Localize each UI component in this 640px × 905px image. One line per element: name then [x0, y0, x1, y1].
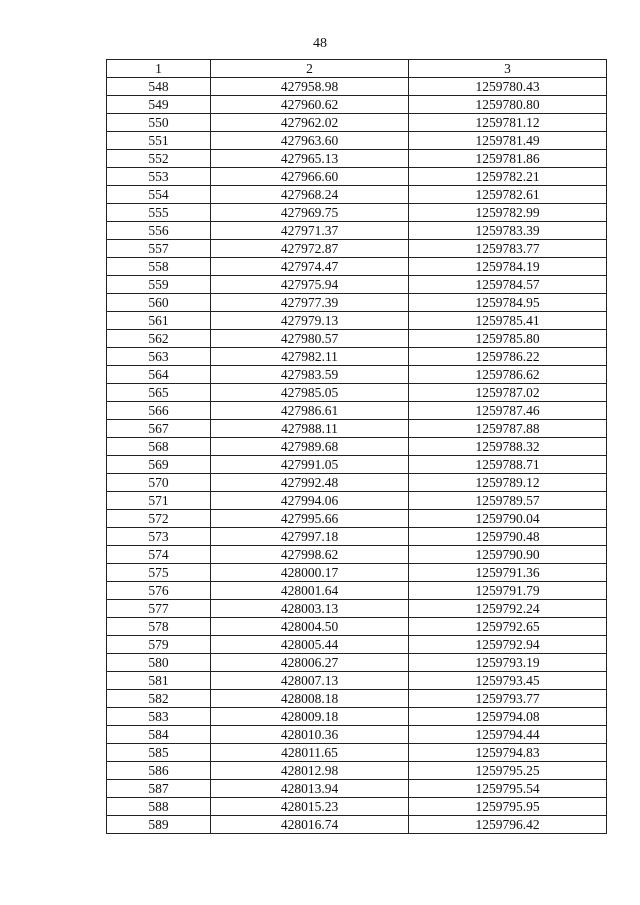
- x-coordinate-cell: 427962.02: [211, 114, 409, 132]
- point-number-cell: 565: [107, 384, 211, 402]
- y-coordinate-cell: 1259791.79: [409, 582, 607, 600]
- x-coordinate-cell: 428007.13: [211, 672, 409, 690]
- x-coordinate-cell: 427983.59: [211, 366, 409, 384]
- table-row: [107, 798, 607, 816]
- y-coordinate-cell: 1259792.65: [409, 618, 607, 636]
- point-number-cell: 582: [107, 690, 211, 708]
- table-row: [107, 726, 607, 744]
- y-coordinate-cell: 1259784.95: [409, 294, 607, 312]
- x-coordinate-cell: 428004.50: [211, 618, 409, 636]
- table-row: [107, 78, 607, 96]
- y-coordinate-cell: 1259794.83: [409, 744, 607, 762]
- x-coordinate-cell: 427992.48: [211, 474, 409, 492]
- point-number-cell: 587: [107, 780, 211, 798]
- x-coordinate-cell: 427985.05: [211, 384, 409, 402]
- point-number-cell: 581: [107, 672, 211, 690]
- table-row: [107, 276, 607, 294]
- point-number-cell: 566: [107, 402, 211, 420]
- x-coordinate-cell: 427963.60: [211, 132, 409, 150]
- table-row: [107, 816, 607, 834]
- x-coordinate-cell: 427991.05: [211, 456, 409, 474]
- point-number-cell: 567: [107, 420, 211, 438]
- table-row: [107, 510, 607, 528]
- y-coordinate-cell: 1259793.19: [409, 654, 607, 672]
- point-number-cell: 549: [107, 96, 211, 114]
- x-coordinate-cell: 428015.23: [211, 798, 409, 816]
- y-coordinate-cell: 1259793.77: [409, 690, 607, 708]
- x-coordinate-cell: 427974.47: [211, 258, 409, 276]
- y-coordinate-cell: 1259789.12: [409, 474, 607, 492]
- y-coordinate-cell: 1259792.24: [409, 600, 607, 618]
- y-coordinate-cell: 1259788.71: [409, 456, 607, 474]
- y-coordinate-cell: 1259785.41: [409, 312, 607, 330]
- x-coordinate-cell: 428012.98: [211, 762, 409, 780]
- y-coordinate-cell: 1259790.04: [409, 510, 607, 528]
- y-coordinate-cell: 1259784.57: [409, 276, 607, 294]
- x-coordinate-cell: 427997.18: [211, 528, 409, 546]
- table-row: [107, 294, 607, 312]
- x-coordinate-cell: 427986.61: [211, 402, 409, 420]
- table-row: [107, 492, 607, 510]
- x-coordinate-cell: 427966.60: [211, 168, 409, 186]
- x-coordinate-cell: 427995.66: [211, 510, 409, 528]
- table-row: [107, 132, 607, 150]
- point-number-cell: 571: [107, 492, 211, 510]
- y-coordinate-cell: 1259791.36: [409, 564, 607, 582]
- table-row: [107, 780, 607, 798]
- table-row: [107, 366, 607, 384]
- point-number-cell: 552: [107, 150, 211, 168]
- y-coordinate-cell: 1259795.95: [409, 798, 607, 816]
- y-coordinate-cell: 1259786.62: [409, 366, 607, 384]
- table-row: [107, 672, 607, 690]
- table-row: [107, 258, 607, 276]
- point-number-cell: 560: [107, 294, 211, 312]
- point-number-cell: 559: [107, 276, 211, 294]
- table-body: [107, 78, 607, 834]
- y-coordinate-cell: 1259781.49: [409, 132, 607, 150]
- table-row: [107, 222, 607, 240]
- x-coordinate-cell: 428016.74: [211, 816, 409, 834]
- y-coordinate-cell: 1259783.39: [409, 222, 607, 240]
- y-coordinate-cell: 1259788.32: [409, 438, 607, 456]
- y-coordinate-cell: 1259796.42: [409, 816, 607, 834]
- x-coordinate-cell: 427977.39: [211, 294, 409, 312]
- x-coordinate-cell: 427975.94: [211, 276, 409, 294]
- y-coordinate-cell: 1259783.77: [409, 240, 607, 258]
- point-number-cell: 588: [107, 798, 211, 816]
- table-row: [107, 636, 607, 654]
- table-row: [107, 708, 607, 726]
- point-number-cell: 574: [107, 546, 211, 564]
- point-number-cell: 572: [107, 510, 211, 528]
- table-row: [107, 546, 607, 564]
- y-coordinate-cell: 1259790.48: [409, 528, 607, 546]
- y-coordinate-cell: 1259792.94: [409, 636, 607, 654]
- y-coordinate-cell: 1259787.02: [409, 384, 607, 402]
- x-coordinate-cell: 428010.36: [211, 726, 409, 744]
- x-coordinate-cell: 427988.11: [211, 420, 409, 438]
- point-number-cell: 563: [107, 348, 211, 366]
- point-number-cell: 589: [107, 816, 211, 834]
- table-row: [107, 168, 607, 186]
- y-coordinate-cell: 1259781.12: [409, 114, 607, 132]
- column-header: 1: [107, 60, 211, 78]
- table-row: [107, 564, 607, 582]
- y-coordinate-cell: 1259785.80: [409, 330, 607, 348]
- point-number-cell: 557: [107, 240, 211, 258]
- column-header: 3: [409, 60, 607, 78]
- y-coordinate-cell: 1259784.19: [409, 258, 607, 276]
- x-coordinate-cell: 427980.57: [211, 330, 409, 348]
- y-coordinate-cell: 1259794.08: [409, 708, 607, 726]
- point-number-cell: 570: [107, 474, 211, 492]
- table-header-row: [107, 60, 607, 78]
- x-coordinate-cell: 427994.06: [211, 492, 409, 510]
- x-coordinate-cell: 427969.75: [211, 204, 409, 222]
- point-number-cell: 554: [107, 186, 211, 204]
- point-number-cell: 551: [107, 132, 211, 150]
- y-coordinate-cell: 1259787.46: [409, 402, 607, 420]
- x-coordinate-cell: 427982.11: [211, 348, 409, 366]
- point-number-cell: 580: [107, 654, 211, 672]
- point-number-cell: 575: [107, 564, 211, 582]
- x-coordinate-cell: 428003.13: [211, 600, 409, 618]
- table-row: [107, 114, 607, 132]
- y-coordinate-cell: 1259790.90: [409, 546, 607, 564]
- y-coordinate-cell: 1259793.45: [409, 672, 607, 690]
- point-number-cell: 564: [107, 366, 211, 384]
- point-number-cell: 558: [107, 258, 211, 276]
- point-number-cell: 585: [107, 744, 211, 762]
- table-row: [107, 186, 607, 204]
- y-coordinate-cell: 1259780.43: [409, 78, 607, 96]
- x-coordinate-cell: 428013.94: [211, 780, 409, 798]
- table-row: [107, 402, 607, 420]
- x-coordinate-cell: 427971.37: [211, 222, 409, 240]
- y-coordinate-cell: 1259782.21: [409, 168, 607, 186]
- table-row: [107, 240, 607, 258]
- y-coordinate-cell: 1259794.44: [409, 726, 607, 744]
- point-number-cell: 569: [107, 456, 211, 474]
- table-row: [107, 384, 607, 402]
- table-row: [107, 654, 607, 672]
- table-row: [107, 600, 607, 618]
- table-row: [107, 204, 607, 222]
- y-coordinate-cell: 1259786.22: [409, 348, 607, 366]
- table-row: [107, 438, 607, 456]
- point-number-cell: 578: [107, 618, 211, 636]
- coordinates-table: [106, 59, 607, 834]
- table-row: [107, 690, 607, 708]
- point-number-cell: 573: [107, 528, 211, 546]
- y-coordinate-cell: 1259789.57: [409, 492, 607, 510]
- x-coordinate-cell: 427958.98: [211, 78, 409, 96]
- y-coordinate-cell: 1259782.99: [409, 204, 607, 222]
- x-coordinate-cell: 427972.87: [211, 240, 409, 258]
- point-number-cell: 579: [107, 636, 211, 654]
- x-coordinate-cell: 428011.65: [211, 744, 409, 762]
- table-row: [107, 96, 607, 114]
- table-row: [107, 528, 607, 546]
- y-coordinate-cell: 1259780.80: [409, 96, 607, 114]
- table-row: [107, 348, 607, 366]
- x-coordinate-cell: 428008.18: [211, 690, 409, 708]
- point-number-cell: 586: [107, 762, 211, 780]
- y-coordinate-cell: 1259795.54: [409, 780, 607, 798]
- point-number-cell: 553: [107, 168, 211, 186]
- table-row: [107, 150, 607, 168]
- x-coordinate-cell: 427998.62: [211, 546, 409, 564]
- x-coordinate-cell: 428005.44: [211, 636, 409, 654]
- table-row: [107, 618, 607, 636]
- x-coordinate-cell: 427989.68: [211, 438, 409, 456]
- table-row: [107, 762, 607, 780]
- column-header: 2: [211, 60, 409, 78]
- x-coordinate-cell: 428009.18: [211, 708, 409, 726]
- table-row: [107, 582, 607, 600]
- y-coordinate-cell: 1259782.61: [409, 186, 607, 204]
- point-number-cell: 562: [107, 330, 211, 348]
- y-coordinate-cell: 1259795.25: [409, 762, 607, 780]
- x-coordinate-cell: 427965.13: [211, 150, 409, 168]
- point-number-cell: 576: [107, 582, 211, 600]
- page-number: 48: [313, 36, 327, 51]
- x-coordinate-cell: 428001.64: [211, 582, 409, 600]
- x-coordinate-cell: 428000.17: [211, 564, 409, 582]
- point-number-cell: 548: [107, 78, 211, 96]
- table-row: [107, 330, 607, 348]
- x-coordinate-cell: 428006.27: [211, 654, 409, 672]
- point-number-cell: 584: [107, 726, 211, 744]
- x-coordinate-cell: 427968.24: [211, 186, 409, 204]
- y-coordinate-cell: 1259781.86: [409, 150, 607, 168]
- point-number-cell: 555: [107, 204, 211, 222]
- point-number-cell: 556: [107, 222, 211, 240]
- table-row: [107, 312, 607, 330]
- point-number-cell: 583: [107, 708, 211, 726]
- point-number-cell: 577: [107, 600, 211, 618]
- y-coordinate-cell: 1259787.88: [409, 420, 607, 438]
- x-coordinate-cell: 427979.13: [211, 312, 409, 330]
- table-row: [107, 456, 607, 474]
- point-number-cell: 561: [107, 312, 211, 330]
- table-row: [107, 420, 607, 438]
- table-row: [107, 474, 607, 492]
- table-row: [107, 744, 607, 762]
- x-coordinate-cell: 427960.62: [211, 96, 409, 114]
- point-number-cell: 568: [107, 438, 211, 456]
- point-number-cell: 550: [107, 114, 211, 132]
